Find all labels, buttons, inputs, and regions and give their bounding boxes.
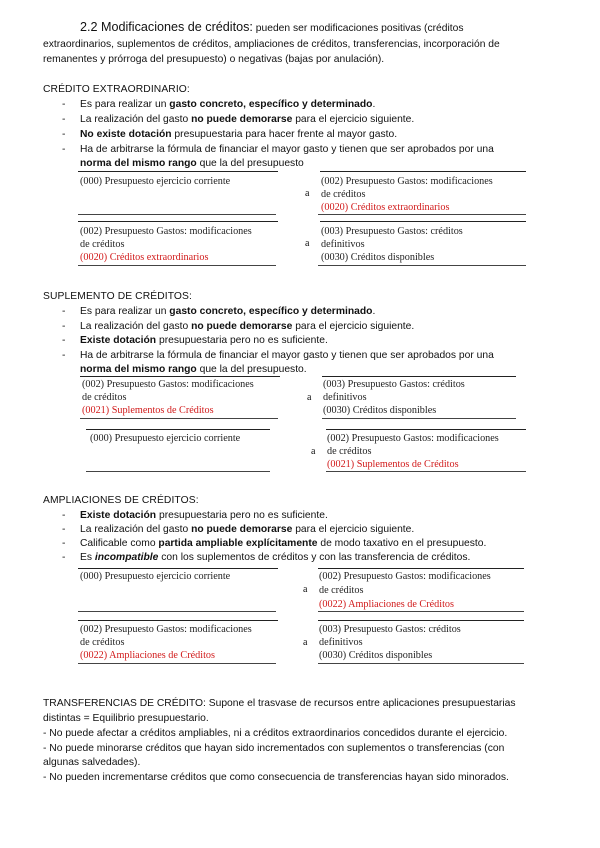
entry-rule <box>318 214 526 215</box>
suplemento-bullet-4-cont: norma del mismo rango que la del presupuesto. <box>80 364 307 375</box>
entry-rule <box>78 663 276 664</box>
intro-text: pueden ser modificaciones positivas (créditos <box>252 23 464 34</box>
ampliaciones-bullet-3: Calificable como partida ampliable explícitamente de modo taxativo en el presupuesto. <box>80 538 487 549</box>
entry-credit-line-3: (0021) Suplementos de Créditos <box>327 459 459 470</box>
entry-rule <box>78 620 278 621</box>
entry-credit-line-3: (0030) Créditos disponibles <box>323 405 437 416</box>
entry-rule <box>78 568 278 569</box>
entry-debit-line-3: (0020) Créditos extraordinarios <box>80 252 209 263</box>
entry-credit-line-1: (003) Presupuesto Gastos: créditos <box>319 624 461 635</box>
intro-line-2: extraordinarios, suplementos de créditos, ampliaciones de créditos, transferencias, incorporación de <box>43 39 500 50</box>
bullet-dash: - <box>62 114 66 125</box>
suplemento-bullet-3: Existe dotación presupuestaria pero no es suficiente. <box>80 335 328 346</box>
entry-rule <box>326 429 526 430</box>
extraordinario-bullet-4: Ha de arbitrarse la fórmula de financiar el mayor gasto y tienen que ser aprobados por una <box>80 144 494 155</box>
entry-connector: a <box>311 446 316 457</box>
entry-credit-line-3: (0020) Créditos extraordinarios <box>321 202 450 213</box>
bullet-dash: - <box>62 524 66 535</box>
entry-debit-line-2: de créditos <box>82 392 127 403</box>
entry-rule <box>78 611 276 612</box>
entry-connector: a <box>303 584 308 595</box>
suplemento-bullet-2: La realización del gasto no puede demorarse para el ejercicio siguiente. <box>80 321 415 332</box>
entry-rule <box>78 171 278 172</box>
entry-credit-line-1: (003) Presupuesto Gastos: créditos <box>323 379 465 390</box>
entry-debit-line-1: (002) Presupuesto Gastos: modificaciones <box>80 624 252 635</box>
entry-credit-line-1: (003) Presupuesto Gastos: créditos <box>321 226 463 237</box>
transferencias-title-line: TRANSFERENCIAS DE CRÉDITO: Supone el trasvase de recursos entre aplicaciones presupuestarias <box>43 698 516 709</box>
entry-rule <box>322 418 516 419</box>
entry-debit-account: (000) Presupuesto ejercicio corriente <box>80 571 231 582</box>
entry-debit-account: (000) Presupuesto ejercicio corriente <box>90 433 241 444</box>
bullet-dash: - <box>62 350 66 361</box>
entry-debit-account: (000) Presupuesto ejercicio corriente <box>80 176 231 187</box>
ampliaciones-bullet-4: Es incompatible con los suplementos de créditos y con las transferencia de créditos. <box>80 552 471 563</box>
entry-rule <box>320 171 526 172</box>
entry-rule <box>78 214 276 215</box>
entry-rule <box>326 471 526 472</box>
entry-connector: a <box>305 238 310 249</box>
suplemento-title: SUPLEMENTO DE CRÉDITOS: <box>43 291 192 302</box>
bullet-dash: - <box>62 99 66 110</box>
section-heading: 2.2 Modificaciones de créditos: <box>80 20 253 34</box>
entry-rule <box>78 265 276 266</box>
entry-credit-line-1: (002) Presupuesto Gastos: modificaciones <box>321 176 493 187</box>
entry-connector: a <box>303 637 308 648</box>
extraordinario-bullet-4-cont: norma del mismo rango que la del presupuesto <box>80 158 304 169</box>
bullet-dash: - <box>62 129 66 140</box>
extraordinario-bullet-1: Es para realizar un gasto concreto, específico y determinado. <box>80 99 376 110</box>
entry-rule <box>86 471 270 472</box>
suplemento-bullet-1: Es para realizar un gasto concreto, específico y determinado. <box>80 306 376 317</box>
entry-debit-line-1: (002) Presupuesto Gastos: modificaciones <box>82 379 254 390</box>
entry-rule <box>318 568 524 569</box>
ampliaciones-bullet-2: La realización del gasto no puede demorarse para el ejercicio siguiente. <box>80 524 415 535</box>
bullet-dash: - <box>62 510 66 521</box>
intro-line-3: remanentes y prórroga del presupuesto) o negativas (bajas por anulación). <box>43 54 385 65</box>
transferencias-rule-3: - No pueden incrementarse créditos que como consecuencia de transferencias hayan sido minorados. <box>43 772 509 783</box>
entry-credit-line-3: (0030) Créditos disponibles <box>321 252 435 263</box>
entry-credit-line-1: (002) Presupuesto Gastos: modificaciones <box>327 433 499 444</box>
bullet-dash: - <box>62 321 66 332</box>
bullet-dash: - <box>62 306 66 317</box>
transferencias-rule-2-cont: algunas salvedades). <box>43 757 141 768</box>
entry-credit-line-2: de créditos <box>327 446 372 457</box>
entry-rule <box>318 265 526 266</box>
transferencias-rule-1: - No puede afectar a créditos ampliables, ni a créditos extraordinarios concedidos durante el ejercicio. <box>43 728 508 739</box>
entry-debit-line-3: (0021) Suplementos de Créditos <box>82 405 214 416</box>
entry-credit-line-2: definitivos <box>321 239 365 250</box>
entry-rule <box>318 663 524 664</box>
ampliaciones-title: AMPLIACIONES DE CRÉDITOS: <box>43 495 199 506</box>
entry-credit-line-3: (0030) Créditos disponibles <box>319 650 433 661</box>
transferencias-line-2: distintas = Equilibrio presupuestario. <box>43 713 209 724</box>
entry-debit-line-1: (002) Presupuesto Gastos: modificaciones <box>80 226 252 237</box>
entry-rule <box>80 418 278 419</box>
bullet-dash: - <box>62 538 66 549</box>
entry-rule <box>322 376 516 377</box>
bullet-dash: - <box>62 335 66 346</box>
entry-debit-line-2: de créditos <box>80 637 125 648</box>
entry-credit-line-1: (002) Presupuesto Gastos: modificaciones <box>319 571 491 582</box>
entry-credit-line-2: definitivos <box>323 392 367 403</box>
entry-credit-line-2: de créditos <box>319 585 364 596</box>
intro-first-line <box>80 21 464 35</box>
entry-credit-line-3: (0022) Ampliaciones de Créditos <box>319 599 454 610</box>
entry-debit-line-2: de créditos <box>80 239 125 250</box>
entry-credit-line-2: de créditos <box>321 189 366 200</box>
extraordinario-bullet-2: La realización del gasto no puede demorarse para el ejercicio siguiente. <box>80 114 415 125</box>
ampliaciones-bullet-1: Existe dotación presupuestaria pero no es suficiente. <box>80 510 328 521</box>
entry-connector: a <box>307 392 312 403</box>
extraordinario-bullet-3: No existe dotación presupuestaria para hacer frente al mayor gasto. <box>80 129 398 140</box>
entry-rule <box>80 376 280 377</box>
entry-rule <box>78 221 278 222</box>
entry-rule <box>320 221 526 222</box>
bullet-dash: - <box>62 552 66 563</box>
bullet-dash: - <box>62 144 66 155</box>
extraordinario-title: CRÉDITO EXTRAORDINARIO: <box>43 84 190 95</box>
transferencias-rule-2: - No puede minorarse créditos que hayan sido incrementados con suplementos o transferencias (con <box>43 743 505 754</box>
entry-rule <box>318 611 524 612</box>
entry-rule <box>318 620 524 621</box>
entry-debit-line-3: (0022) Ampliaciones de Créditos <box>80 650 215 661</box>
entry-connector: a <box>305 188 310 199</box>
entry-credit-line-2: definitivos <box>319 637 363 648</box>
entry-rule <box>86 429 270 430</box>
suplemento-bullet-4: Ha de arbitrarse la fórmula de financiar el mayor gasto y tienen que ser aprobados por una <box>80 350 494 361</box>
